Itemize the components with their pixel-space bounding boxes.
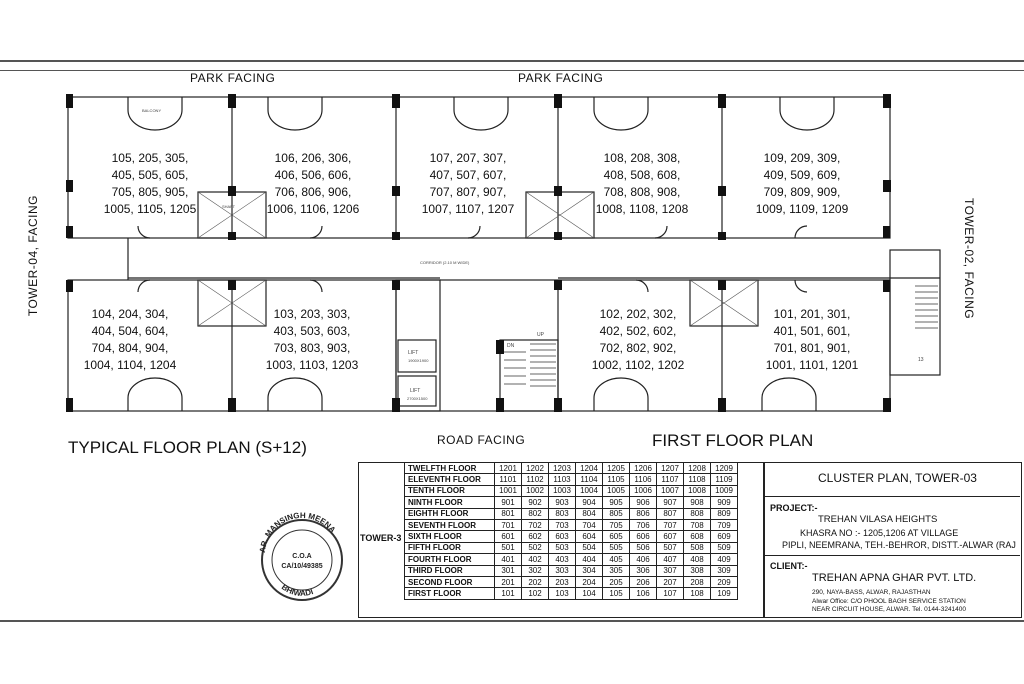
floor-table-row (405, 554, 738, 565)
unit-number-cell: 402 (522, 554, 549, 565)
floor-name-cell: FOURTH FLOOR (405, 554, 495, 565)
unit-number-cell: 1105 (603, 474, 630, 485)
unit-number-cell: 1107 (657, 474, 684, 485)
unit-number-cell: 804 (576, 508, 603, 519)
unit-number-cell: 508 (684, 542, 711, 553)
title-block-client-divider (764, 555, 1020, 556)
unit-number-cell: 605 (603, 531, 630, 542)
unit-number-cell: 109 (711, 588, 738, 599)
unit-number-cell: 509 (711, 542, 738, 553)
unit-number-cell: 608 (684, 531, 711, 542)
floor-table-row (405, 463, 738, 474)
unit-number-cell: 1209 (711, 463, 738, 474)
stamp-place-text: BHIWADI (279, 582, 315, 598)
unit-number-cell: 1001 (495, 485, 522, 496)
unit-block-105: 105, 205, 305, 405, 505, 605, 705, 805, 905, 1005, 1105, 1205 (103, 151, 197, 216)
unit-number-cell: 801 (495, 508, 522, 519)
unit-number-cell: 802 (522, 508, 549, 519)
floor-name-cell: SECOND FLOOR (405, 576, 495, 587)
unit-number-cell: 207 (657, 576, 684, 587)
unit-number-cell: 1009 (711, 485, 738, 496)
lift-1-label: LIFT (408, 350, 419, 356)
unit-number-cell: 702 (522, 519, 549, 530)
unit-number-cell: 303 (549, 565, 576, 576)
unit-number-cell: 409 (711, 554, 738, 565)
lift-1 (398, 340, 436, 372)
unit-number-cell: 108 (684, 588, 711, 599)
unit-number-cell: 606 (630, 531, 657, 542)
unit-number-cell: 204 (576, 576, 603, 587)
unit-number-cell: 1202 (522, 463, 549, 474)
tower-label: TOWER-3 (360, 533, 402, 543)
unit-number-cell: 401 (495, 554, 522, 565)
unit-number-cell: 103 (549, 588, 576, 599)
client-address-3: NEAR CIRCUIT HOUSE, ALWAR. Tel. 0144-3241400 (812, 606, 967, 613)
unit-number-cell: 1208 (684, 463, 711, 474)
unit-number-cell: 803 (549, 508, 576, 519)
lift-2-size: 2700X1500 (407, 396, 428, 401)
unit-number-cell: 806 (630, 508, 657, 519)
floor-name-cell: SIXTH FLOOR (405, 531, 495, 542)
project-name: TREHAN VILASA HEIGHTS (818, 514, 938, 525)
floor-unit-table (404, 462, 738, 600)
unit-number-cell: 1003 (549, 485, 576, 496)
floor-table-row (405, 588, 738, 599)
unit-number-cell: 506 (630, 542, 657, 553)
first-floor-plan-title: FIRST FLOOR PLAN (652, 431, 814, 450)
floor-table-row (405, 565, 738, 576)
unit-number-cell: 507 (657, 542, 684, 553)
lift-1-size: 1900X1900 (408, 358, 429, 363)
unit-number-cell: 1006 (630, 485, 657, 496)
unit-number-cell: 501 (495, 542, 522, 553)
unit-number-cell: 406 (630, 554, 657, 565)
unit-number-cell: 1201 (495, 463, 522, 474)
stair-dn-label: DN (507, 343, 515, 349)
unit-number-cell: 805 (603, 508, 630, 519)
unit-number-cell: 306 (630, 565, 657, 576)
unit-number-cell: 1203 (549, 463, 576, 474)
unit-number-cell: 603 (549, 531, 576, 542)
unit-number-cell: 1102 (522, 474, 549, 485)
center-stair (500, 340, 558, 411)
unit-number-cell: 302 (522, 565, 549, 576)
unit-number-cell: 607 (657, 531, 684, 542)
location-text: PIPLI, NEEMRANA, TEH.-BEHROR, DISTT.-ALWAR (RAJ (782, 540, 1016, 550)
floor-table-row (405, 485, 738, 496)
unit-number-cell: 907 (657, 497, 684, 508)
unit-number-cell: 807 (657, 508, 684, 519)
unit-number-cell: 209 (711, 576, 738, 587)
stair-number: 13 (918, 357, 924, 363)
unit-number-cell: 909 (711, 497, 738, 508)
stamp-reg-text: CA/10/49385 (281, 563, 323, 570)
unit-number-cell: 502 (522, 542, 549, 553)
floor-table-row (405, 474, 738, 485)
floor-name-cell: ELEVENTH FLOOR (405, 474, 495, 485)
unit-number-cell: 304 (576, 565, 603, 576)
unit-number-cell: 703 (549, 519, 576, 530)
floor-table-row (405, 508, 738, 519)
typical-floor-plan-title: TYPICAL FLOOR PLAN (S+12) (68, 438, 307, 457)
unit-block-108: 108, 208, 308, 408, 508, 608, 708, 808, 908, 1008, 1108, 1208 (595, 151, 689, 216)
unit-number-cell: 705 (603, 519, 630, 530)
tower-02-facing-label: TOWER-02, FACING (962, 198, 976, 320)
floor-name-cell: EIGHTH FLOOR (405, 508, 495, 519)
floor-table-row (405, 576, 738, 587)
unit-number-cell: 202 (522, 576, 549, 587)
unit-number-cell: 901 (495, 497, 522, 508)
unit-number-cell: 308 (684, 565, 711, 576)
unit-number-cell: 405 (603, 554, 630, 565)
unit-number-cell: 602 (522, 531, 549, 542)
unit-block-107: 107, 207, 307, 407, 507, 607, 707, 807, 907, 1007, 1107, 1207 (421, 151, 515, 216)
unit-number-cell: 1109 (711, 474, 738, 485)
floor-table-row (405, 519, 738, 530)
unit-number-cell: 104 (576, 588, 603, 599)
unit-number-cell: 407 (657, 554, 684, 565)
unit-number-cell: 403 (549, 554, 576, 565)
unit-number-cell: 206 (630, 576, 657, 587)
unit-number-cell: 503 (549, 542, 576, 553)
unit-number-cell: 1207 (657, 463, 684, 474)
floor-name-cell: TENTH FLOOR (405, 485, 495, 496)
unit-number-cell: 1008 (684, 485, 711, 496)
unit-block-103: 103, 203, 303, 403, 503, 603, 703, 803, 903, 1003, 1103, 1203 (265, 307, 359, 372)
unit-number-cell: 201 (495, 576, 522, 587)
unit-block-104: 104, 204, 304, 404, 504, 604, 704, 804, 904, 1004, 1104, 1204 (83, 307, 177, 372)
shaft-note: SHAFT (222, 204, 236, 209)
unit-number-cell: 1004 (576, 485, 603, 496)
unit-block-109: 109, 209, 309, 409, 509, 609, 709, 809, 909, 1009, 1109, 1209 (755, 151, 849, 216)
unit-number-cell: 309 (711, 565, 738, 576)
unit-number-cell: 305 (603, 565, 630, 576)
unit-number-cell: 101 (495, 588, 522, 599)
unit-number-cell: 106 (630, 588, 657, 599)
unit-number-cell: 709 (711, 519, 738, 530)
khasra-text: KHASRA NO :- 1205,1206 AT VILLAGE (800, 528, 959, 538)
unit-number-cell: 102 (522, 588, 549, 599)
unit-number-cell: 908 (684, 497, 711, 508)
unit-number-cell: 307 (657, 565, 684, 576)
unit-number-cell: 706 (630, 519, 657, 530)
unit-number-cell: 203 (549, 576, 576, 587)
unit-number-cell: 408 (684, 554, 711, 565)
unit-number-cell: 904 (576, 497, 603, 508)
balcony-note: BALCONY (142, 108, 162, 113)
unit-block-106: 106, 206, 306, 406, 506, 606, 706, 806, 906, 1006, 1106, 1206 (266, 151, 360, 216)
floor-name-cell: FIFTH FLOOR (405, 542, 495, 553)
corridor-note: CORRIDOR (2.10 M WIDE) (420, 260, 470, 265)
unit-number-cell: 505 (603, 542, 630, 553)
unit-number-cell: 208 (684, 576, 711, 587)
unit-number-cell: 1106 (630, 474, 657, 485)
stamp-name-text: AR. MANSINGH MEENA (257, 510, 338, 554)
unit-number-cell: 1007 (657, 485, 684, 496)
unit-block-101: 101, 201, 301, 401, 501, 601, 701, 801, 901, 1001, 1101, 1201 (765, 307, 859, 372)
unit-number-cell: 1204 (576, 463, 603, 474)
floor-name-cell: NINTH FLOOR (405, 497, 495, 508)
floor-table-row (405, 531, 738, 542)
client-label: CLIENT:- (770, 561, 808, 571)
unit-number-cell: 704 (576, 519, 603, 530)
lift-2-label: LIFT (410, 388, 421, 394)
unit-number-cell: 1002 (522, 485, 549, 496)
unit-number-cell: 601 (495, 531, 522, 542)
floor-name-cell: SEVENTH FLOOR (405, 519, 495, 530)
floor-name-cell: TWELFTH FLOOR (405, 463, 495, 474)
unit-number-cell: 701 (495, 519, 522, 530)
unit-block-102: 102, 202, 302, 402, 502, 602, 702, 802, 902, 1002, 1102, 1202 (591, 307, 685, 372)
unit-number-cell: 604 (576, 531, 603, 542)
stamp-coa-text: C.O.A (292, 553, 312, 560)
client-name: TREHAN APNA GHAR PVT. LTD. (812, 572, 977, 584)
stair-up-label: UP (537, 332, 544, 338)
client-address-1: 290, NAYA-BASS, ALWAR, RAJASTHAN (812, 589, 931, 596)
unit-number-cell: 809 (711, 508, 738, 519)
unit-number-cell: 1103 (549, 474, 576, 485)
unit-number-cell: 504 (576, 542, 603, 553)
unit-number-cell: 205 (603, 576, 630, 587)
unit-number-cell: 905 (603, 497, 630, 508)
floor-table-row (405, 542, 738, 553)
unit-number-cell: 609 (711, 531, 738, 542)
unit-number-cell: 1101 (495, 474, 522, 485)
road-facing-label: ROAD FACING (437, 433, 526, 447)
park-facing-label-left: PARK FACING (190, 71, 276, 85)
unit-number-cell: 903 (549, 497, 576, 508)
unit-number-cell: 1104 (576, 474, 603, 485)
tower-04-facing-label: TOWER-04, FACING (26, 195, 40, 317)
client-address-2: Alwar Office: C/O PHOOL BAGH SERVICE STATION (812, 598, 966, 605)
park-facing-label-right: PARK FACING (518, 71, 604, 85)
unit-number-cell: 404 (576, 554, 603, 565)
unit-number-cell: 1206 (630, 463, 657, 474)
unit-number-cell: 808 (684, 508, 711, 519)
floor-name-cell: FIRST FLOOR (405, 588, 495, 599)
unit-number-cell: 707 (657, 519, 684, 530)
unit-number-cell: 105 (603, 588, 630, 599)
unit-number-cell: 301 (495, 565, 522, 576)
unit-number-cell: 902 (522, 497, 549, 508)
cluster-plan-heading: CLUSTER PLAN, TOWER-03 (818, 471, 977, 485)
project-label: PROJECT:- (770, 503, 818, 513)
unit-number-cell: 1108 (684, 474, 711, 485)
floor-name-cell: THIRD FLOOR (405, 565, 495, 576)
stair-block-right (890, 250, 940, 375)
unit-number-cell: 708 (684, 519, 711, 530)
unit-number-cell: 906 (630, 497, 657, 508)
unit-number-cell: 1205 (603, 463, 630, 474)
unit-number-cell: 1005 (603, 485, 630, 496)
unit-number-cell: 107 (657, 588, 684, 599)
floor-table-row (405, 497, 738, 508)
